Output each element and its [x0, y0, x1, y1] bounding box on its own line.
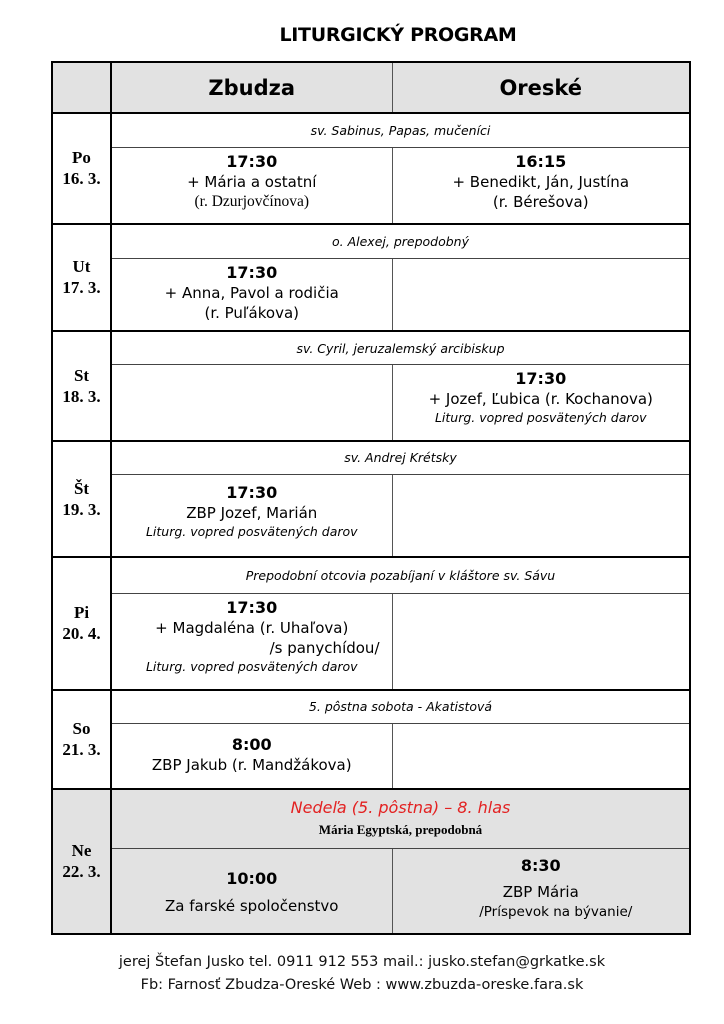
- intention-detail: (r. Dzurjovčínova): [194, 193, 309, 210]
- day-name: St: [73, 365, 90, 385]
- intention-detail: (r. Bérešova): [492, 193, 589, 211]
- zbudza-cell: [111, 594, 392, 690]
- intention: + Benedikt, Ján, Justína: [452, 173, 630, 191]
- service-time: 10:00: [226, 869, 278, 888]
- zbudza-cell: [111, 258, 392, 331]
- feast-row: [52, 113, 690, 148]
- oreske-cell: [392, 594, 690, 690]
- intention: ZBP Jozef, Marián: [186, 503, 318, 522]
- service-time: 17:30: [226, 262, 278, 282]
- day-name: Ut: [72, 257, 91, 277]
- day-cell: [52, 331, 111, 441]
- service-row: [52, 723, 690, 789]
- day-name: Pi: [73, 603, 90, 623]
- feast-row: [52, 441, 690, 475]
- oreske-cell: [392, 474, 690, 557]
- intention: + Anna, Pavol a rodičia: [164, 283, 339, 302]
- day-cell: [52, 557, 111, 690]
- day-date: 22. 3.: [62, 862, 101, 882]
- service-row: [52, 258, 690, 331]
- oreske-cell: [392, 365, 690, 441]
- day-cell: [52, 789, 111, 934]
- liturgy-note: Liturg. vopred posvätených darov: [145, 659, 358, 674]
- header-zbudza: Zbudza: [111, 62, 392, 113]
- service-row: [52, 148, 690, 224]
- service-time: 16:15: [515, 152, 567, 171]
- service-time: 8:30: [520, 856, 561, 875]
- zbudza-cell: [111, 365, 392, 441]
- feast-row: [52, 557, 690, 594]
- service-time: 17:30: [226, 152, 278, 171]
- oreske-cell: [392, 849, 690, 934]
- header-day: [52, 62, 111, 113]
- schedule-table: [51, 61, 691, 935]
- feast-row: [52, 224, 690, 259]
- feast-title: sv. Cyril, jeruzalemský arcibiskup: [111, 331, 690, 365]
- intention: ZBP Jakub (r. Mandžákova): [151, 755, 352, 774]
- day-date: 21. 3.: [62, 740, 101, 760]
- feast-row: [52, 690, 690, 724]
- intention: ZBP Mária: [502, 883, 579, 901]
- day-cell: [52, 224, 111, 332]
- service-row: [52, 849, 690, 934]
- zbudza-cell: [111, 849, 392, 934]
- web-line: Fb: Farnosť Zbudza-Oreské Web : www.zbuzda-oreske.fara.sk: [140, 977, 584, 993]
- day-date: 17. 3.: [62, 278, 101, 298]
- zbudza-cell: [111, 723, 392, 789]
- day-date: 20. 4.: [62, 624, 101, 644]
- intention: + Jozef, Ľubica (r. Kochanova): [428, 390, 653, 408]
- contact-footer: [0, 951, 724, 997]
- page-title: LITURGICKÝ PROGRAM: [279, 24, 517, 46]
- service-row: [52, 594, 690, 690]
- service-row: [52, 474, 690, 557]
- day-date: 16. 3.: [62, 169, 101, 189]
- day-cell: [52, 113, 111, 224]
- oreske-cell: [392, 148, 690, 224]
- day-name: Ne: [71, 841, 92, 861]
- sunday-feast-subtitle: Mária Egyptská, prepodobná: [318, 822, 483, 837]
- zbudza-cell: [111, 474, 392, 557]
- feast-row: [52, 331, 690, 365]
- contact-line: jerej Štefan Jusko tel. 0911 912 553 mail.: jusko.stefan@grkatke.sk: [118, 954, 606, 970]
- zbudza-cell: [111, 148, 392, 224]
- intention: + Magdaléna (r. Uhaľova): [155, 619, 349, 637]
- service-row: [52, 365, 690, 441]
- feast-title: Prepodobní otcovia pozabíjaní v kláštore sv. Sávu: [111, 557, 690, 594]
- service-time: 17:30: [226, 482, 278, 502]
- service-time: 17:30: [515, 369, 567, 388]
- intention: + Mária a ostatní: [187, 173, 317, 191]
- day-cell: [52, 690, 111, 790]
- feast-title: o. Alexej, prepodobný: [111, 224, 690, 259]
- intention-detail: /Príspevok na bývanie/: [479, 904, 633, 920]
- intention: Za farské spoločenstvo: [165, 897, 339, 915]
- service-time: 8:00: [231, 734, 272, 754]
- liturgy-note: Liturg. vopred posvätených darov: [145, 523, 358, 539]
- service-time: 17:30: [226, 598, 278, 617]
- feast-title: sv. Andrej Krétsky: [111, 441, 690, 475]
- intention-detail: /s panychídou/: [269, 639, 380, 657]
- day-cell: [52, 441, 111, 558]
- intention-detail: (r. Puľákova): [204, 303, 300, 322]
- feast-title: 5. pôstna sobota - Akatistová: [111, 690, 690, 724]
- oreske-cell: [392, 723, 690, 789]
- day-name: So: [72, 719, 91, 739]
- feast-cell: [111, 789, 690, 849]
- feast-row-sunday: [52, 789, 690, 849]
- day-date: 18. 3.: [62, 386, 101, 406]
- header-row: [52, 62, 690, 113]
- day-name: Po: [72, 148, 91, 168]
- feast-title: sv. Sabinus, Papas, mučeníci: [111, 113, 690, 148]
- oreske-cell: [392, 258, 690, 331]
- sunday-feast-title: Nedeľa (5. pôstna) – 8. hlas: [290, 798, 511, 817]
- header-oreske: Oreské: [392, 62, 690, 113]
- liturgy-note: Liturg. vopred posvätených darov: [434, 410, 647, 425]
- day-name: Št: [73, 478, 90, 498]
- day-date: 19. 3.: [62, 499, 101, 519]
